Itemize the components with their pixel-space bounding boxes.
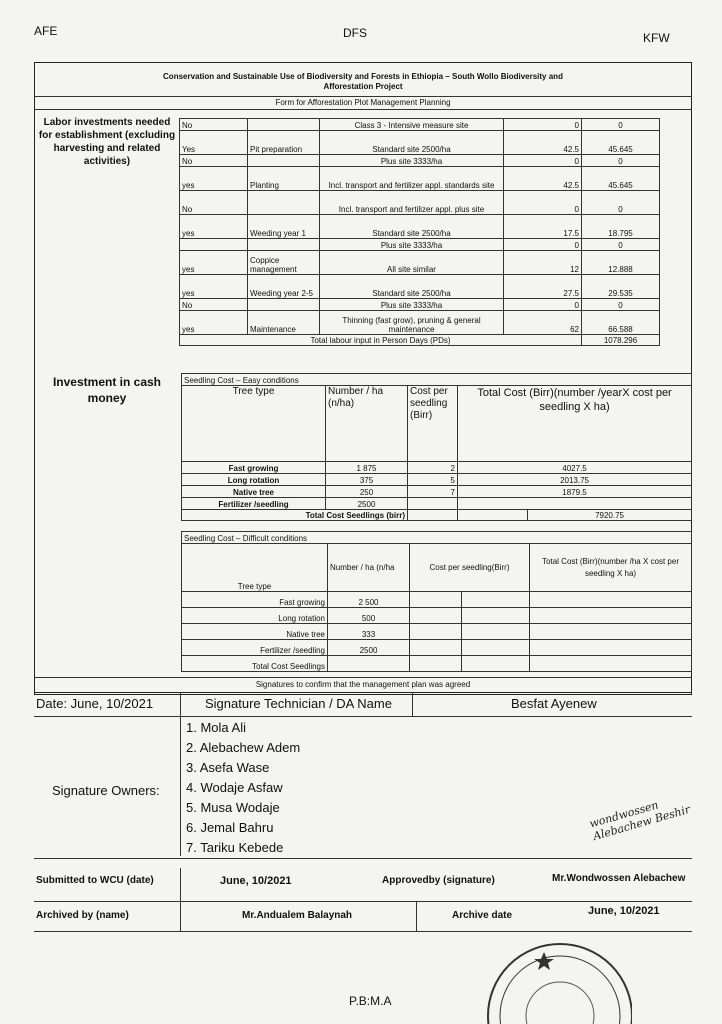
labor-flag: Yes [180, 131, 248, 155]
labor-flag: yes [180, 251, 248, 275]
divider [416, 901, 417, 931]
difficult-tree-type: Fertilizer /seedling [182, 640, 328, 656]
easy-seedling-row [182, 462, 692, 474]
owners-label: Signature Owners: [52, 783, 160, 798]
owner-name: 5. Musa Wodaje [186, 800, 280, 815]
divider [34, 692, 692, 693]
labor-value-2: 12.888 [582, 251, 660, 275]
labor-description: Incl. transport and fertilizer appl. standards site [320, 167, 504, 191]
labor-row [180, 275, 660, 299]
divider [180, 692, 181, 716]
labor-row [180, 215, 660, 239]
labor-value-2: 66.588 [582, 311, 660, 335]
archived-label: Archived by (name) [36, 910, 129, 921]
owner-name: 3. Asefa Wase [186, 760, 270, 775]
difficult-seedling-row [182, 640, 692, 656]
easy-number: 1 875 [326, 462, 408, 474]
labor-activity [248, 299, 320, 311]
archive-date: June, 10/2021 [588, 905, 660, 917]
difficult-total [530, 608, 692, 624]
labor-row [180, 119, 660, 131]
labor-description: Class 3 - Intensive measure site [320, 119, 504, 131]
labor-row [180, 251, 660, 275]
owner-name: 4. Wodaje Asfaw [186, 780, 283, 795]
labor-value-1: 62 [504, 311, 582, 335]
difficult-number: 2 500 [328, 592, 410, 608]
difficult-number: 500 [328, 608, 410, 624]
easy-cost: 2 [408, 462, 458, 474]
signatures-note: Signatures to confirm that the management plan was agreed [34, 677, 692, 689]
easy-cost: 7 [408, 486, 458, 498]
labor-activity: Weeding year 1 [248, 215, 320, 239]
labor-description: Standard site 2500/ha [320, 275, 504, 299]
header-right: KFW [643, 31, 670, 45]
difficult-number: 2500 [328, 640, 410, 656]
difficult-number: 333 [328, 624, 410, 640]
cash-section-label: Investment in cash money [52, 375, 162, 405]
difficult-total [530, 640, 692, 656]
easy-seedling-table [181, 373, 692, 521]
labor-flag: No [180, 299, 248, 311]
approved-label: Approvedby (signature) [382, 875, 495, 886]
difficult-seedling-table [181, 531, 692, 672]
labor-activity [248, 191, 320, 215]
approver-signature: wondwossen Alebachew Beshir [588, 798, 692, 843]
difficult-cost-b [462, 624, 530, 640]
labor-row [180, 131, 660, 155]
labor-activity [248, 239, 320, 251]
form-subtitle: Form for Afforestation Plot Management Planning [275, 98, 451, 107]
easy-header-total: Total Cost (Birr)(number /yearX cost per seedling X ha) [458, 386, 692, 462]
header-left: AFE [34, 24, 58, 38]
header-center: DFS [343, 26, 367, 40]
labor-total-value: 1078.296 [582, 335, 660, 346]
labor-table [179, 118, 660, 346]
owners-list [186, 718, 300, 858]
labor-description: Thinning (fast grow), pruning & general maintenance [320, 311, 504, 335]
labor-flag: No [180, 155, 248, 167]
easy-seedling-row [182, 486, 692, 498]
labor-value-2: 0 [582, 239, 660, 251]
owner-name: 6. Jemal Bahru [186, 820, 274, 835]
labor-row [180, 155, 660, 167]
labor-row [180, 311, 660, 335]
submitted-label: Submitted to WCU (date) [36, 875, 154, 886]
labor-description: Plus site 3333/ha [320, 299, 504, 311]
difficult-header-cost: Cost per seedling(Birr) [410, 544, 530, 592]
labor-activity [248, 155, 320, 167]
labor-description: All site similar [320, 251, 504, 275]
easy-total: 4027.5 [458, 462, 692, 474]
owner-name: 7. Tariku Kebede [186, 840, 284, 855]
labor-value-1: 0 [504, 299, 582, 311]
labor-description: Incl. transport and fertilizer appl. plus site [320, 191, 504, 215]
easy-number: 250 [326, 486, 408, 498]
labor-value-1: 0 [504, 191, 582, 215]
divider [34, 901, 692, 902]
difficult-cost-b [462, 640, 530, 656]
difficult-header-number: Number / ha (n/ha [328, 544, 410, 592]
divider [412, 692, 413, 716]
easy-total-value: 7920.75 [528, 510, 692, 521]
labor-value-2: 45.645 [582, 167, 660, 191]
easy-header-type: Tree type [182, 386, 326, 462]
easy-number: 375 [326, 474, 408, 486]
labor-description: Plus site 3333/ha [320, 155, 504, 167]
divider [34, 109, 692, 110]
labor-activity: Maintenance [248, 311, 320, 335]
date-label: Date: June, 10/2021 [36, 696, 154, 711]
archive-date-label: Archive date [452, 910, 513, 921]
project-title-line1: Conservation and Sustainable Use of Biodiversity and Forests in Ethiopia – South Wollo Biodiversity and [163, 72, 563, 81]
labor-row [180, 191, 660, 215]
difficult-seedling-row [182, 608, 692, 624]
submitted-date: June, 10/2021 [220, 875, 292, 887]
divider [180, 716, 181, 856]
difficult-cost-a [410, 608, 462, 624]
labor-description: Standard site 2500/ha [320, 131, 504, 155]
easy-total-label: Total Cost Seedlings (birr) [182, 510, 408, 521]
easy-tree-type: Native tree [182, 486, 326, 498]
technician-label: Signature Technician / DA Name [205, 696, 392, 711]
labor-value-2: 0 [582, 299, 660, 311]
labor-activity [248, 119, 320, 131]
labor-value-1: 0 [504, 119, 582, 131]
difficult-total [530, 592, 692, 608]
labor-section-label: Labor investments needed for establishment (excluding harvesting and related activities) [38, 117, 176, 167]
labor-value-1: 0 [504, 239, 582, 251]
easy-seedling-row [182, 474, 692, 486]
labor-total-label: Total labour input in Person Days (PDs) [180, 335, 582, 346]
easy-tree-type: Fast growing [182, 462, 326, 474]
difficult-cost-b [462, 592, 530, 608]
labor-value-1: 42.5 [504, 167, 582, 191]
difficult-tree-type: Fast growing [182, 592, 328, 608]
easy-cost: 5 [408, 474, 458, 486]
project-title-line2: Afforestation Project [323, 82, 403, 91]
easy-title: Seedling Cost – Easy conditions [182, 374, 692, 386]
labor-flag: No [180, 119, 248, 131]
labor-flag: yes [180, 215, 248, 239]
project-title [34, 72, 692, 92]
labor-row [180, 167, 660, 191]
labor-flag: yes [180, 275, 248, 299]
archived-name: Mr.Andualem Balaynah [242, 910, 353, 921]
owner-name: 2. Alebachew Adem [186, 740, 301, 755]
easy-cost [408, 498, 458, 510]
difficult-total-label: Total Cost Seedlings [182, 656, 328, 672]
easy-header-cost: Cost per seedling (Birr) [408, 386, 458, 462]
difficult-cost-a [410, 624, 462, 640]
difficult-tree-type: Long rotation [182, 608, 328, 624]
labor-flag: yes [180, 311, 248, 335]
labor-value-1: 42.5 [504, 131, 582, 155]
difficult-header-total: Total Cost (Birr)(number /ha X cost per seedling X ha) [530, 544, 692, 592]
easy-seedling-row [182, 498, 692, 510]
difficult-cost-a [410, 640, 462, 656]
official-stamp-icon [482, 936, 632, 1024]
labor-value-1: 17.5 [504, 215, 582, 239]
owner-name: 1. Mola Ali [186, 720, 246, 735]
labor-value-1: 12 [504, 251, 582, 275]
divider [34, 858, 692, 859]
easy-tree-type: Long rotation [182, 474, 326, 486]
labor-value-1: 27.5 [504, 275, 582, 299]
difficult-tree-type: Native tree [182, 624, 328, 640]
labor-row [180, 239, 660, 251]
labor-activity: Planting [248, 167, 320, 191]
difficult-seedling-row [182, 624, 692, 640]
page-number: P.B:M.A [349, 994, 392, 1008]
labor-activity: Pit preparation [248, 131, 320, 155]
labor-value-2: 0 [582, 119, 660, 131]
difficult-cost-a [410, 592, 462, 608]
difficult-total [530, 624, 692, 640]
labor-flag: No [180, 191, 248, 215]
labor-activity: Coppice management [248, 251, 320, 275]
technician-name: Besfat Ayenew [511, 696, 597, 711]
labor-value-2: 18.795 [582, 215, 660, 239]
divider [34, 96, 692, 97]
labor-value-2: 0 [582, 155, 660, 167]
divider [34, 716, 692, 717]
easy-total: 1879.5 [458, 486, 692, 498]
easy-total [458, 498, 692, 510]
easy-header-number: Number / ha (n/ha) [326, 386, 408, 462]
divider [180, 901, 181, 931]
easy-total: 2013.75 [458, 474, 692, 486]
easy-number: 2500 [326, 498, 408, 510]
divider [34, 931, 692, 932]
labor-activity: Weeding year 2-5 [248, 275, 320, 299]
labor-flag: yes [180, 167, 248, 191]
labor-flag [180, 239, 248, 251]
labor-total-row [180, 335, 660, 346]
difficult-cost-b [462, 608, 530, 624]
labor-value-2: 0 [582, 191, 660, 215]
labor-value-2: 29.535 [582, 275, 660, 299]
labor-row [180, 299, 660, 311]
labor-value-2: 45.645 [582, 131, 660, 155]
difficult-seedling-row [182, 592, 692, 608]
difficult-header-type: Tree type [182, 544, 328, 592]
divider [180, 868, 181, 902]
approved-name: Mr.Wondwossen Alebachew [552, 873, 686, 884]
difficult-title: Seedling Cost – Difficult conditions [182, 532, 692, 544]
labor-value-1: 0 [504, 155, 582, 167]
labor-description: Standard site 2500/ha [320, 215, 504, 239]
easy-tree-type: Fertilizer /seedling [182, 498, 326, 510]
labor-description: Plus site 3333/ha [320, 239, 504, 251]
